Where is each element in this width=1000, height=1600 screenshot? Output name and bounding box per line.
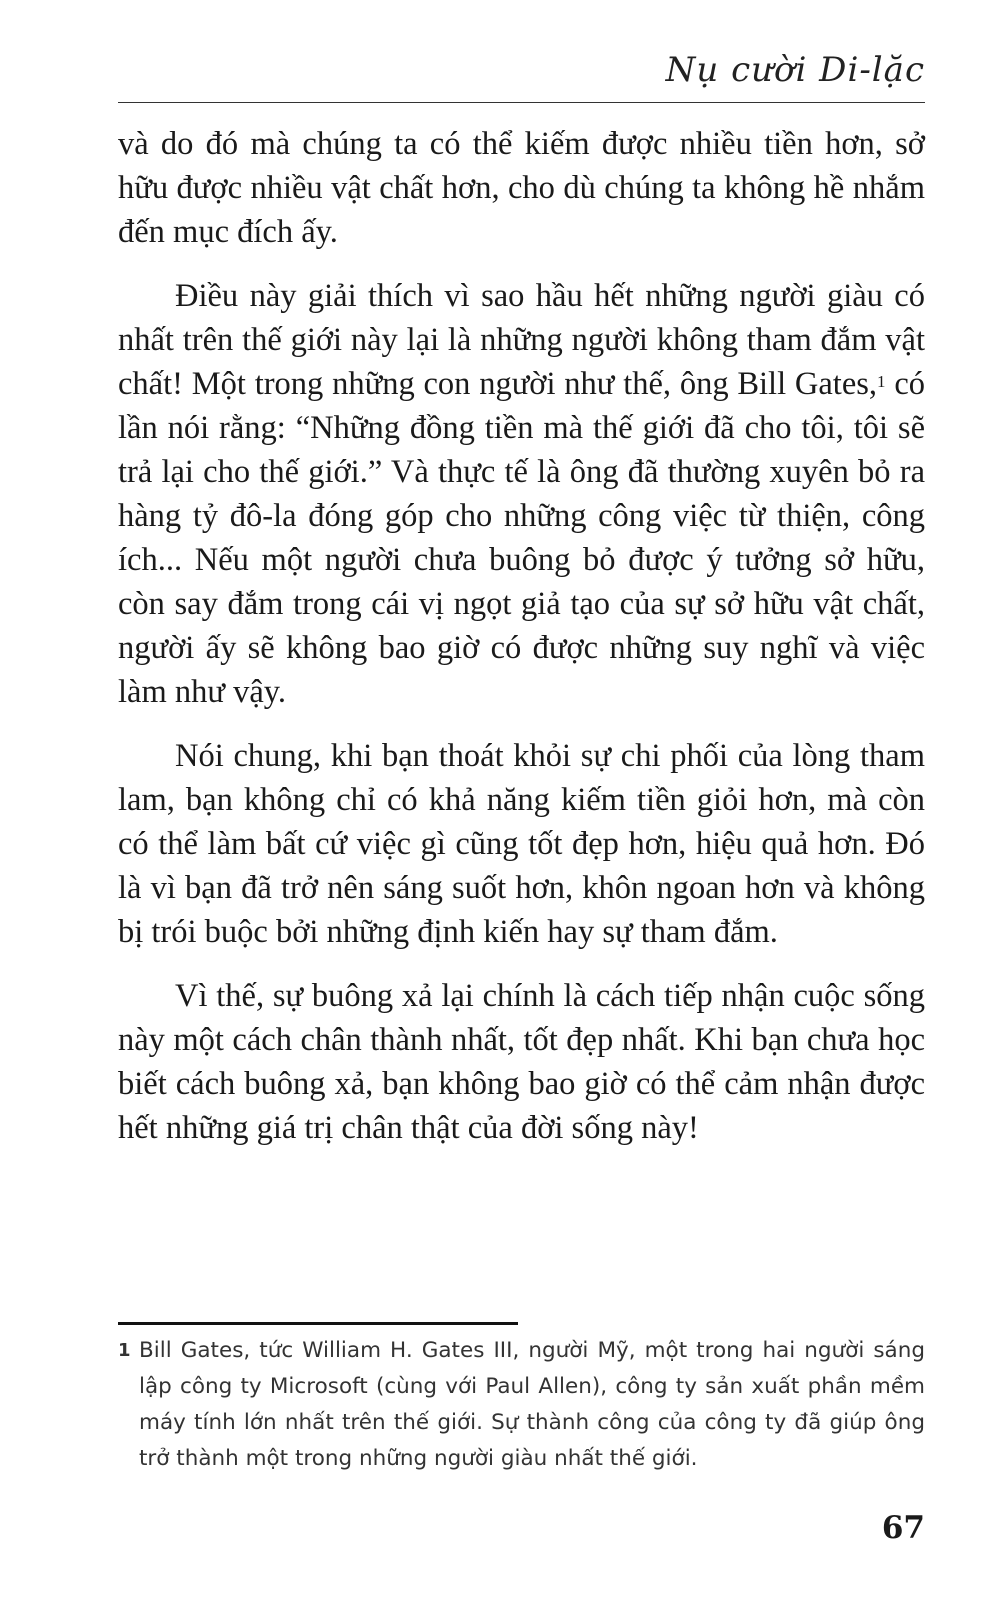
footnote-reference: 1 [877, 372, 886, 391]
paragraph-text: Điều này giải thích vì sao hầu hết những người giàu có nhất trên thế giới này lại là những người không tham đắm vật chất! Một trong những con người như thế, ông Bill Gates, [118, 278, 925, 402]
paragraph-continued: và do đó mà chúng ta có thể kiếm được nhiều tiền hơn, sở hữu được nhiều vật chất hơn, cho dù chúng ta không hề nhắm đến mục đích ấy. [118, 126, 925, 250]
paragraph [118, 274, 925, 714]
paragraph-text: có lần nói rằng: “Những đồng tiền mà thế giới đã cho tôi, tôi sẽ trả lại cho thế giới.” Và thực tế là ông đã thường xuyên bỏ ra hàng tỷ đô-la đóng góp cho những công việc từ thiện, công ích... Nếu một người chưa buông bỏ được ý tưởng sở hữu, còn say đắm trong cái vị ngọt giả tạo của sự sở hữu vật chất, người ấy sẽ không bao giờ có được những suy nghĩ và việc làm như vậy. [118, 366, 926, 710]
paragraph: Nói chung, khi bạn thoát khỏi sự chi phối của lòng tham lam, bạn không chỉ có khả năng kiếm tiền giỏi hơn, mà còn có thể làm bất cứ việc gì cũng tốt đẹp hơn, hiệu quả hơn. Đó là vì bạn đã trở nên sáng suốt hơn, khôn ngoan hơn và không bị trói buộc bởi những định kiến hay sự tham đắm. [118, 738, 925, 950]
body-text [118, 122, 925, 1170]
running-head-title: Nụ cười Di-lặc [665, 50, 925, 90]
paragraph: Vì thế, sự buông xả lại chính là cách tiếp nhận cuộc sống này một cách chân thành nhất, tốt đẹp nhất. Khi bạn chưa học biết cách buông xả, bạn không bao giờ có thể cảm nhận được hết những giá trị chân thật của đời sống này! [118, 978, 925, 1146]
footnote-number: 1 [118, 1340, 131, 1361]
header-rule [118, 102, 925, 103]
page-number: 67 [881, 1510, 925, 1546]
footnote [118, 1333, 925, 1477]
footnote-rule [118, 1322, 518, 1325]
footnote-text: Bill Gates, tức William H. Gates III, người Mỹ, một trong hai người sáng lập công ty Microsoft (cùng với Paul Allen), công ty sản xuất phần mềm máy tính lớn nhất trên thế giới. Sự thành công của công ty đã giúp ông trở thành một trong những người giàu nhất thế giới. [139, 1338, 925, 1471]
